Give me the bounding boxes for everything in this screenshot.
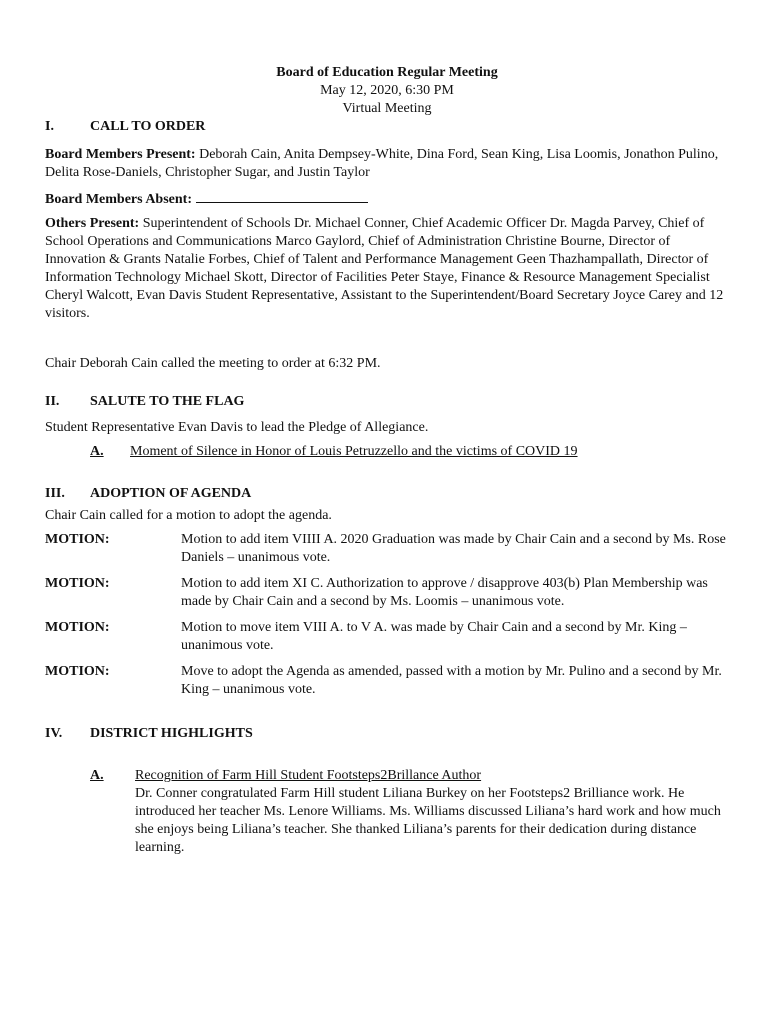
others-present <box>45 215 729 323</box>
motion-label: MOTION: <box>45 620 110 635</box>
subitem-text: Moment of Silence in Honor of Louis Petruzzello and the victims of COVID 19 <box>130 444 578 459</box>
meeting-location: Virtual Meeting <box>342 101 432 116</box>
salute-subitem <box>45 443 729 461</box>
subitem-letter: A. <box>90 444 104 459</box>
section-number: I. <box>45 119 54 134</box>
minutes-page <box>45 64 729 857</box>
section-call-to-order-heading <box>45 118 729 136</box>
document-title: Board of Education Regular Meeting <box>276 65 498 80</box>
section-number: IV. <box>45 726 63 741</box>
section-highlights-heading <box>45 725 729 743</box>
section-number: III. <box>45 486 65 501</box>
motion-label: MOTION: <box>45 576 110 591</box>
section-heading: CALL TO ORDER <box>90 119 206 134</box>
highlight-text: Dr. Conner congratulated Farm Hill student Liliana Burkey on her Footsteps2 Brilliance work. He introduced her teacher Ms. Lenore Williams. Ms. Williams discussed Liliana’s hard work and how much she enjoys being Liliana’s teacher. She thanked Liliana’s parents for their dedication during distance learning. <box>135 786 721 855</box>
highlight-heading: Recognition of Farm Hill Student Footsteps2Brillance Author <box>135 768 482 783</box>
highlight-letter: A. <box>90 768 104 783</box>
highlight-item <box>45 767 729 857</box>
section-number: II. <box>45 394 60 409</box>
called-to-order-text: Chair Deborah Cain called the meeting to order at 6:32 PM. <box>45 356 381 371</box>
absent-label: Board Members Absent: <box>45 192 192 207</box>
document-header <box>45 64 729 118</box>
motion-item <box>45 575 729 611</box>
motion-label: MOTION: <box>45 664 110 679</box>
absent-blank-line <box>196 188 368 203</box>
section-heading: ADOPTION OF AGENDA <box>90 486 252 501</box>
salute-text: Student Representative Evan Davis to lead the Pledge of Allegiance. <box>45 420 429 435</box>
meeting-date: May 12, 2020, 6:30 PM <box>320 83 454 98</box>
others-label: Others Present: <box>45 216 140 231</box>
board-members-absent <box>45 188 729 209</box>
motion-text: Motion to add item XI C. Authorization to approve / disapprove 403(b) Plan Membership was made by Chair Cain and a second by Ms. Loomis – unanimous vote. <box>181 576 708 609</box>
section-agenda-heading <box>45 485 729 503</box>
motion-item <box>45 619 729 655</box>
motion-label: MOTION: <box>45 532 110 547</box>
highlight-content <box>135 767 729 857</box>
section-salute-heading <box>45 393 729 411</box>
motion-text: Motion to move item VIII A. to V A. was made by Chair Cain and a second by Mr. King – unanimous vote. <box>181 620 687 653</box>
board-members-present <box>45 146 729 182</box>
present-names: Deborah Cain, Anita Dempsey-White, Dina Ford, Sean King, Lisa Loomis, Jonathon Pulino, Delita Rose-Daniels, Christopher Sugar, and Justin Taylor <box>45 147 719 180</box>
agenda-text: Chair Cain called for a motion to adopt the agenda. <box>45 508 332 523</box>
section-heading: SALUTE TO THE FLAG <box>90 394 245 409</box>
section-heading: DISTRICT HIGHLIGHTS <box>90 726 253 741</box>
motion-text: Motion to add item VIIII A. 2020 Graduation was made by Chair Cain and a second by Ms. Rose Daniels – unanimous vote. <box>181 532 726 565</box>
motion-item <box>45 531 729 567</box>
motion-text: Move to adopt the Agenda as amended, passed with a motion by Mr. Pulino and a second by Mr. King – unanimous vote. <box>181 664 722 697</box>
motion-item <box>45 663 729 699</box>
others-names: Superintendent of Schools Dr. Michael Conner, Chief Academic Officer Dr. Magda Parvey, Chief of School Operations and Communications Marco Gaylord, Chief of Administration Christine Bourne, Director of Innovation & Grants Natalie Forbes, Chief of Talent and Performance Management Geen Thazhampallath, Director of Information Technology Michael Skott, Director of Facilities Peter Staye, Finance & Resource Management Specialist Cheryl Walcott, Evan Davis Student Representative, Assistant to the Superintendent/Board Secretary Joyce Carey and 12 visitors. <box>45 216 724 321</box>
present-label: Board Members Present: <box>45 147 196 162</box>
